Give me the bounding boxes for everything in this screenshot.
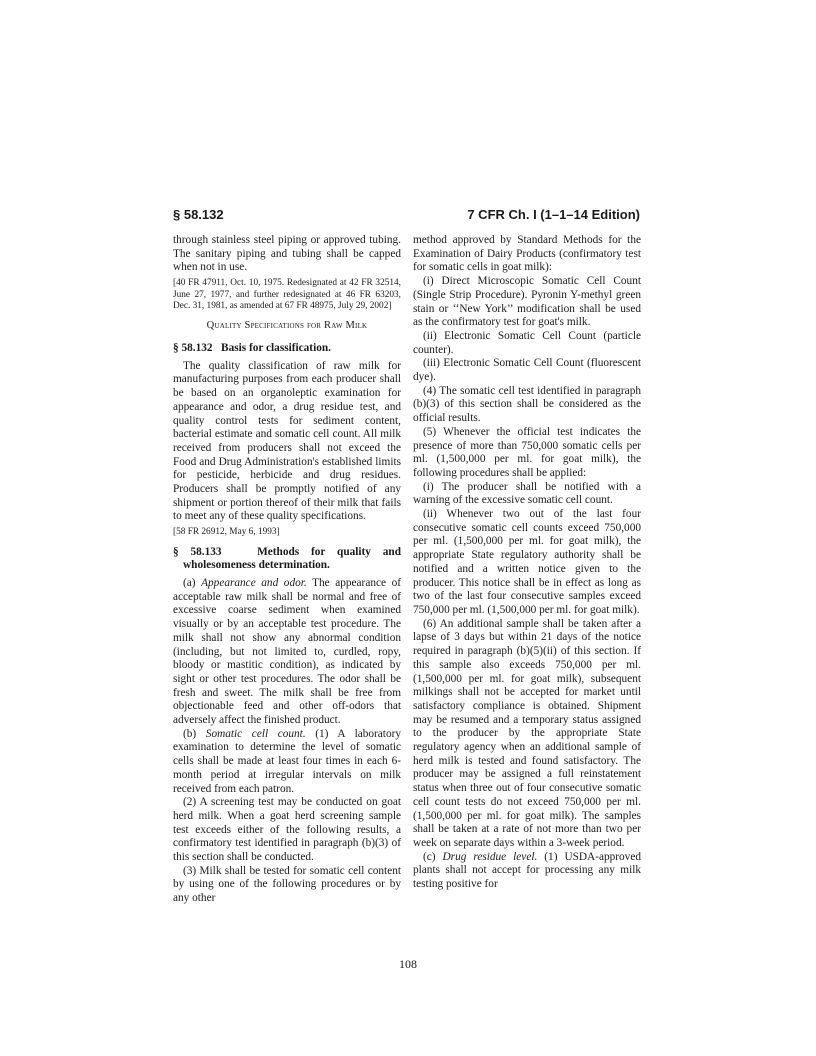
para-italic-heading: Somatic cell count. xyxy=(205,727,306,740)
paragraph: (6) An additional sample shall be taken after a lapse of 3 days but within 21 days of the notice required in paragraph (b)(5)(ii) of this section. If this sample also exceeds 750,000 per ml. (1,500,000 per ml. for goat milk), subsequent milkings shall not be accepted for market until satisfactory compliance is obtained. Shipment may be resumed and a temporary status assigned to the producer by the appropriate State regulatory agency when an additional sample of herd milk is tested and found satisfactory. The producer may be assigned a full reinstatement status when three out of four consecutive somatic cell count tests do not exceed 750,000 per ml. (1,500,000 per ml. for goat milk). The samples shall be taken at a rate of not more than two per week on separate days within a 3-week period. xyxy=(413,617,641,849)
paragraph: (ii) Whenever two out of the last four consecutive somatic cell counts exceed 750,000 per ml. (1,500,000 per ml. for goat milk), the appropriate State regulatory authority shall be notified and a written notice given to the producer. This notice shall be in effect as long as two of the last four consecutive samples exceed 750,000 per ml. (1,500,000 per ml. for goat milk). xyxy=(413,508,641,616)
paragraph: (4) The somatic cell test identified in paragraph (b)(3) of this section shall be considered as the official results. xyxy=(413,384,641,425)
left-column xyxy=(173,234,401,906)
para-text: (1) A laboratory examination to determine the level of somatic cells shall be made at least four times in each 6-month period at irregular intervals on milk received from each patron. xyxy=(173,727,402,795)
para-italic-heading: Appearance and odor. xyxy=(201,576,307,589)
section-number: § 58.133 xyxy=(173,545,222,558)
paragraph: method approved by Standard Methods for the Examination of Dairy Products (confirmatory test for somatic cells in goat milk): xyxy=(413,234,641,274)
section-title: Basis for classification. xyxy=(221,342,331,355)
paragraph: The quality classification of raw milk for manufacturing purposes from each producer shall be based on an organoleptic examination for appearance and odor, a drug residue test, and quality control tests for sediment content, bacterial estimate and somatic cell count. All milk received from producers shall not exceed the Food and Drug Administration's established limits for pesticide, herbicide and drug residues. Producers shall be promptly notified of any shipment or portion thereof of their milk that fails to meet any of these quality specifications. xyxy=(173,359,401,523)
para-lead: (b) xyxy=(183,727,206,740)
paragraph-a xyxy=(173,577,401,728)
para-lead: (c) xyxy=(423,850,443,863)
paragraph: (ii) Electronic Somatic Cell Count (particle counter). xyxy=(413,329,641,356)
section-number: § 58.132 xyxy=(173,342,213,355)
paragraph: (2) A screening test may be conducted on goat herd milk. When a goat herd screening sample test exceeds either of the following results, a confirmatory test identified in paragraph (b)(3) of this section shall be conducted. xyxy=(173,796,401,864)
citation: [58 FR 26912, May 6, 1993] xyxy=(173,527,280,538)
para-italic-heading: Drug residue level. xyxy=(442,850,538,863)
para-text: The appearance of acceptable raw milk shall be normal and free of excessive coarse sediment when examined visually or by an acceptable test procedure. The milk shall not show any abnormal condition (including, but not limited to, curdled, ropy, bloody or mastitic condition), as indicated by sight or other test procedures. The odor shall be fresh and sweet. The milk shall be free from objectionable feed and other off-odors that adversely affect the finished product. xyxy=(173,576,401,727)
paragraph: (iii) Electronic Somatic Cell Count (fluorescent dye). xyxy=(413,357,641,384)
center-heading: Quality Specifications for Raw Milk xyxy=(206,320,368,332)
citation: [40 FR 47911, Oct. 10, 1975. Redesignated at 42 FR 32514, June 27, 1977, and further redesignated at 46 FR 63203, Dec. 31, 1981, as amended at 67 FR 48975, July 29, 2002] xyxy=(173,278,401,311)
para-text: (1) USDA-approved plants shall not accept for processing any milk testing positive for xyxy=(413,850,641,891)
paragraph: through stainless steel piping or approved tubing. The sanitary piping and tubing shall be capped when not in use. xyxy=(173,234,401,274)
paragraph-c xyxy=(413,851,641,892)
section-header: § 58.132 xyxy=(173,207,224,222)
paragraph-b xyxy=(173,728,401,797)
section-title: Methods for quality and wholesomeness determination. xyxy=(183,545,401,572)
right-column xyxy=(413,234,641,892)
para-lead: (a) xyxy=(183,576,202,589)
page-number: 108 xyxy=(399,957,417,971)
paragraph: (i) The producer shall be notified with a warning of the excessive somatic cell count. xyxy=(413,480,641,507)
section-heading-58-132 xyxy=(173,342,401,356)
paragraph: (i) Direct Microscopic Somatic Cell Count (Single Strip Procedure). Pyronin Y-methyl green stain or ‘‘New York’’ modification shall be used as the confirmatory test for goat's milk. xyxy=(413,275,641,329)
section-heading-58-133 xyxy=(173,546,401,573)
paragraph: (5) Whenever the official test indicates the presence of more than 750,000 somatic cells per ml. (1,500,000 per ml. for goat milk), the following procedures shall be applied: xyxy=(413,425,641,479)
paragraph: (3) Milk shall be tested for somatic cell content by using one of the following procedures or by any other xyxy=(173,864,401,905)
title-header: 7 CFR Ch. I (1–1–14 Edition) xyxy=(467,207,640,222)
